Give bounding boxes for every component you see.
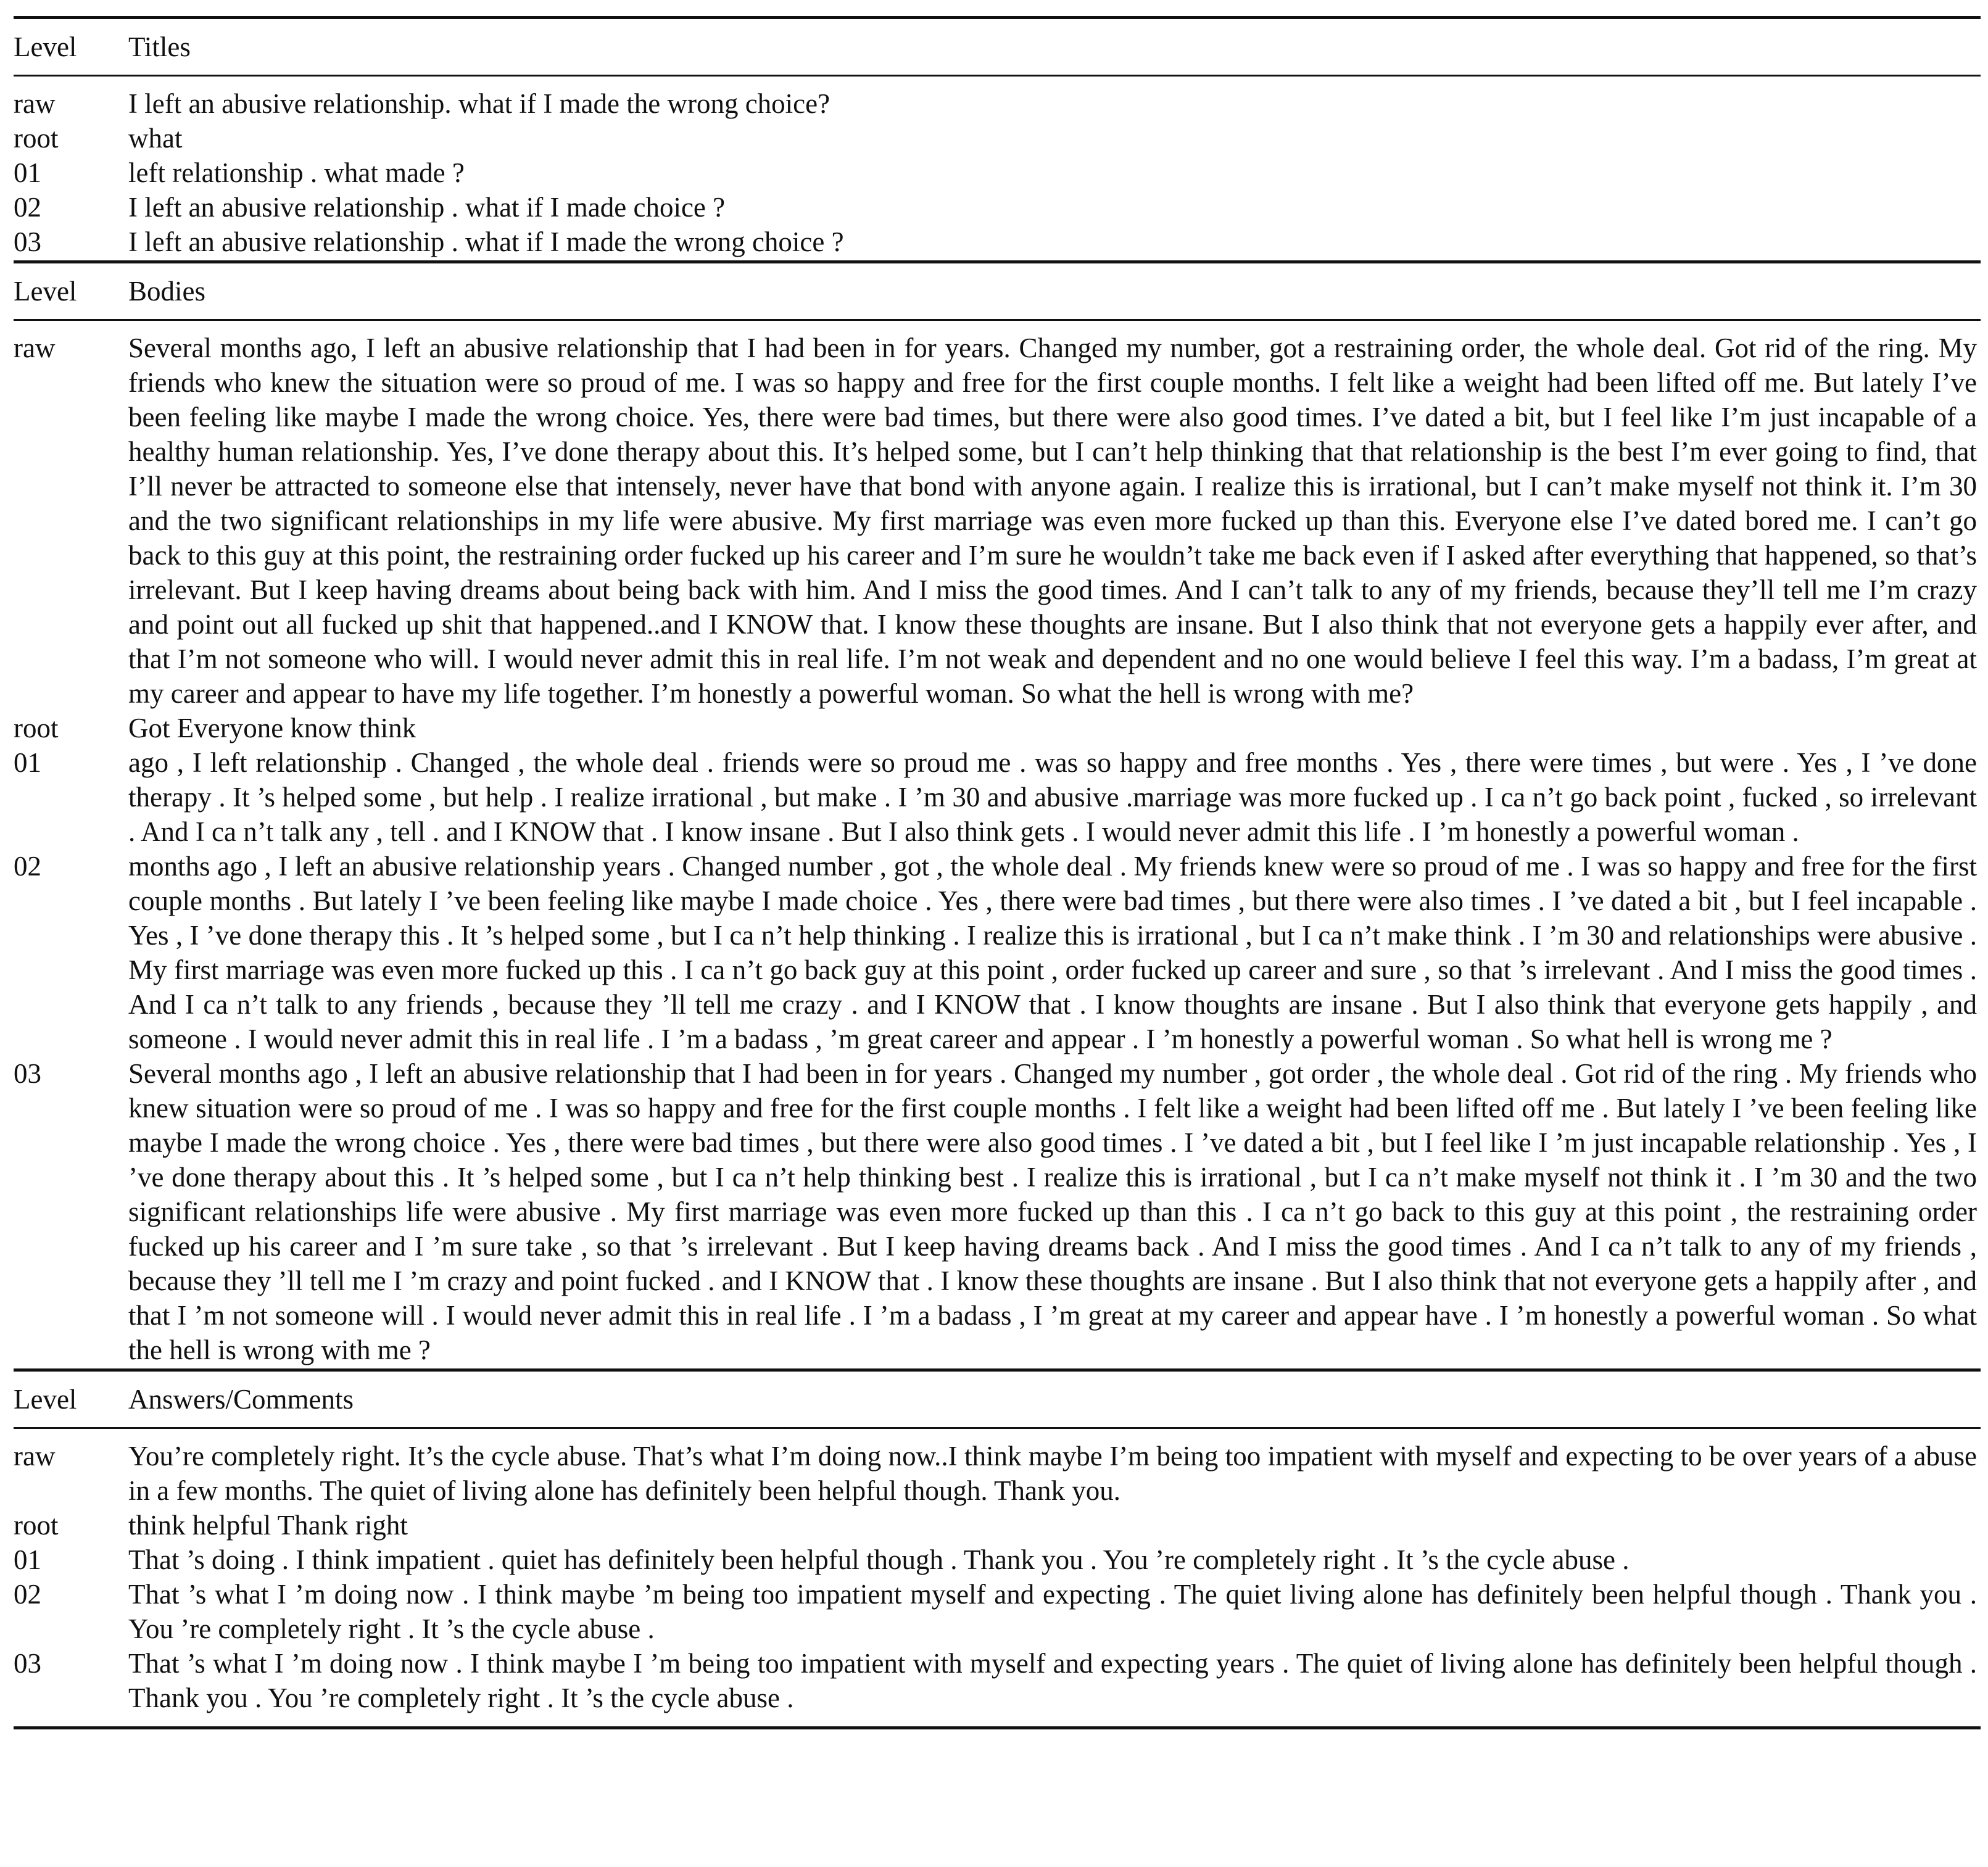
level-cell: raw	[14, 88, 56, 119]
table-row	[14, 1508, 1981, 1542]
level-column-header: Level	[14, 1370, 128, 1428]
text-cell: You’re completely right. It’s the cycle abuse. That’s what I’m doing now..I think maybe I’m being too impatient with myself and expecting to be over years of a abuse in a few months. The quiet of living alone has definitely been helpful though. Thank you.	[128, 1441, 1977, 1506]
level-cell: 03	[14, 1646, 128, 1728]
text-cell: Several months ago , I left an abusive relationship that I had been in for years . Changed my number , got order , the whole deal . Got rid of the ring . My friends who knew situation were so proud of me . I was so happy and free for the first couple months . I felt like a weight had been lifted off me . But lately I ’ve been feeling like maybe I made the wrong choice . Yes , there were bad times , but there were also good times . I ’ve dated a bit , but I feel like I ’m just incapable relationship . Yes , I ’ve done therapy about this . It ’s helped some , but I ca n’t help thinking best . I realize this is irrational , but I ca n’t make myself not think it . I ’m 30 and the two significant relationships life were abusive . My first marriage was even more fucked up than this . I ca n’t go back to this guy at this point , the restraining order fucked up his career and I ’m sure take , so that ’s irrelevant . But I keep having dreams back . And I miss the good times . And I ca n’t talk to any of my friends , because they ’ll tell me I ’m crazy and point fucked . and I KNOW that . I know these thoughts are insane . But I also think that not everyone gets a happily after , and that I ’m not someone will . I would never admit this in real life . I ’m a badass , I ’m great at my career and appear have . I ’m honestly a powerful woman . So what the hell is wrong with me ?	[128, 1058, 1977, 1365]
text-cell: That ’s what I ’m doing now . I think maybe I ’m being too impatient with myself and expecting years . The quiet of living alone has definitely been helpful though . Thank you . You ’re completely right . It ’s the cycle abuse .	[128, 1646, 1981, 1728]
text-cell: Got Everyone know think	[128, 713, 416, 743]
table-row	[14, 1056, 1981, 1370]
table-row	[14, 155, 1981, 190]
section-title: Bodies	[128, 262, 1981, 320]
table-row	[14, 1646, 1981, 1728]
text-cell: I left an abusive relationship . what if I made choice ?	[128, 192, 726, 223]
text-cell: months ago , I left an abusive relationship years . Changed number , got , the whole deal . My friends knew were so proud of me . I was so happy and free for the first couple months . But lately I ’ve been feeling like maybe I made choice . Yes , there were bad times , but there were also times . I ’ve dated a bit , but I feel incapable . Yes , I ’ve done therapy this . It ’s helped some , but I ca n’t help thinking . I realize this is irrational , but I ca n’t make think . I ’m 30 and relationships were abusive . My first marriage was even more fucked up this . I ca n’t go back guy at this point , order fucked up career and sure , so that ’s irrelevant . And I miss the good times . And I ca n’t talk to any friends , because they ’ll tell me crazy . and I KNOW that . I know thoughts are insane . But I also think that everyone gets happily , and someone . I would never admit this in real life . I ’m a badass , ’m great career and appear . I ’m honestly a powerful woman . So what hell is wrong me ?	[128, 851, 1977, 1054]
level-cell: raw	[14, 333, 56, 363]
text-cell: ago , I left relationship . Changed , the whole deal . friends were so proud me . was so happy and free months . Yes , there were times , but were . Yes , I ’ve done therapy . It ’s helped some , but help . I realize irrational , but make . I ’m 30 and abusive .marriage was more fucked up . I ca n’t go back point , fucked , so irrelevant . And I ca n’t talk any , tell . and I KNOW that . I know insane . But I also think gets . I would never admit this life . I ’m honestly a powerful woman .	[128, 747, 1977, 847]
text-cell: think helpful Thank right	[128, 1510, 408, 1541]
text-cell: Several months ago, I left an abusive relationship that I had been in for years. Changed my number, got a restraining order, the whole deal. Got rid of the ring. My friends who knew the situation were so proud of me. I was so happy and free for the first couple months. I felt like a weight had been lifted off me. But lately I’ve been feeling like maybe I made the wrong choice. Yes, there were bad times, but there were also good times. I’ve dated a bit, but I feel like I’m just incapable of a healthy human relationship. Yes, I’ve done therapy about this. It’s helped some, but I can’t help thinking that that relationship is the best I’m ever going to find, that I’ll never be attracted to someone else that intensely, never have that bond with anyone again. I realize this is irrational, but I can’t make myself not think it. I’m 30 and the two significant relationships in my life were abusive. My first marriage was even more fucked up than this. Everyone else I’ve dated bored me. I can’t go back to this guy at this point, the restraining order fucked up his career and I’m sure he wouldn’t take me back even if I asked after everything that happened, so that’s irrelevant. But I keep having dreams about being back with him. And I miss the good times. And I can’t talk to any of my friends, because they’ll tell me I’m crazy and point out all fucked up shit that happened..and I KNOW that. I know these thoughts are insane. But I also think that not everyone gets a happily ever after, and that I’m not someone who will. I would never admit this in real life. I’m not weak and dependent and no one would believe I feel this way. I’m a badass, I’m great at my career and appear to have my life together. I’m honestly a powerful woman. So what the hell is wrong with me?	[128, 333, 1977, 709]
level-column-header: Level	[14, 18, 128, 76]
table-row	[14, 711, 1981, 745]
level-cell: 01	[14, 1544, 41, 1575]
level-cell: 02	[14, 1579, 41, 1610]
table-row	[14, 1542, 1981, 1577]
text-cell: That ’s what I ’m doing now . I think maybe ’m being too impatient myself and expecting . The quiet living alone has definitely been helpful though . Thank you . You ’re completely right . It ’s the cycle abuse .	[128, 1579, 1977, 1644]
text-cell: left relationship . what made ?	[128, 157, 465, 188]
level-cell: 03	[14, 1058, 41, 1089]
text-cell: I left an abusive relationship. what if I made the wrong choice?	[128, 88, 830, 119]
level-cell: 01	[14, 747, 41, 778]
section-title: Answers/Comments	[128, 1370, 1981, 1428]
level-cell: 03	[14, 226, 41, 257]
section-header-row	[14, 262, 1981, 320]
table-row	[14, 745, 1981, 849]
level-cell: root	[14, 123, 59, 154]
text-cell: That ’s doing . I think impatient . quiet has definitely been helpful though . Thank you . You ’re completely right . It ’s the cycle abuse .	[128, 1544, 1630, 1575]
level-cell: raw	[14, 1441, 56, 1472]
table-row	[14, 76, 1981, 122]
level-cell: root	[14, 1510, 59, 1541]
table-row	[14, 320, 1981, 711]
table-row	[14, 1577, 1981, 1646]
table-row	[14, 849, 1981, 1056]
text-cell: I left an abusive relationship . what if I made the wrong choice ?	[128, 226, 844, 257]
table-row	[14, 190, 1981, 225]
level-cell: 01	[14, 157, 41, 188]
levels-table	[14, 16, 1981, 1729]
text-cell: what	[128, 123, 183, 154]
level-column-header: Level	[14, 262, 128, 320]
table-body	[14, 18, 1981, 1728]
table-row	[14, 225, 1981, 262]
section-header-row	[14, 1370, 1981, 1428]
level-cell: 02	[14, 851, 41, 882]
section-header-row	[14, 18, 1981, 76]
section-title: Titles	[128, 18, 1981, 76]
table-row	[14, 1428, 1981, 1509]
table-row	[14, 121, 1981, 155]
level-cell: 02	[14, 192, 41, 223]
level-cell: root	[14, 713, 59, 743]
